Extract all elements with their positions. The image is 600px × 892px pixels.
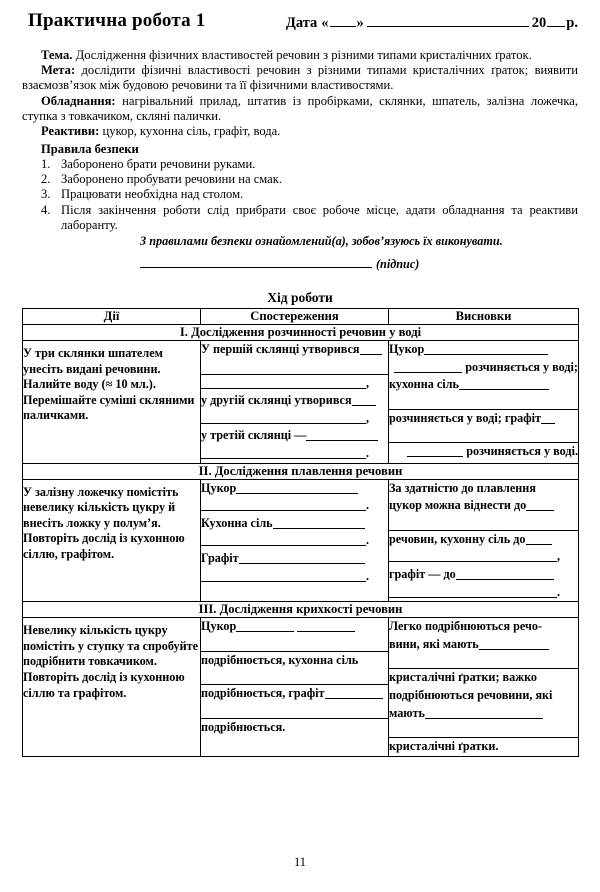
section-heading-1: I. Дослідження розчинності речовин у воді — [23, 325, 579, 341]
answer-blank[interactable] — [425, 705, 543, 719]
observations-cell-3[interactable] — [201, 618, 389, 757]
answer-blank[interactable] — [389, 653, 578, 669]
conclusion-line: розчиняється у воді; — [389, 359, 578, 377]
signature-field[interactable] — [140, 256, 470, 272]
conclusion-line: мають — [389, 705, 578, 723]
list-item — [41, 172, 578, 187]
signature-blank[interactable] — [140, 256, 372, 268]
answer-blank[interactable] — [201, 410, 366, 424]
answer-blank[interactable] — [389, 548, 557, 562]
observation-line: подрібнюється, графіт — [201, 685, 388, 703]
answer-blank[interactable] — [389, 722, 578, 738]
theme-label: Тема. — [41, 48, 73, 62]
observation-line: . — [201, 532, 388, 550]
answer-blank[interactable] — [325, 685, 383, 699]
section-heading-2: II. Дослідження плавлення речовин — [23, 463, 579, 479]
list-item-label: Заборонено пробувати речовини на смак. — [61, 172, 283, 187]
observation-line: у другій склянці утворився — [201, 392, 388, 410]
section-heading-row — [23, 325, 579, 341]
safety-pledge-text: З правилами безпеки ознайомлений(а), зобов’язуюсь їх виконувати. — [140, 234, 503, 248]
year-suffix: р. — [566, 15, 578, 31]
answer-blank[interactable] — [201, 568, 366, 582]
observation-line: У першій склянці утворився — [201, 341, 388, 359]
procedure-table — [22, 308, 579, 757]
observation-line: Графіт — [201, 550, 388, 568]
conclusion-line: кристалічні ґратки; важко — [389, 670, 538, 685]
observation-line: Цукор — [201, 618, 388, 636]
answer-blank[interactable] — [389, 427, 578, 443]
intro-block — [22, 48, 578, 139]
answer-blank[interactable] — [201, 359, 388, 375]
list-item-number: 2. — [41, 172, 51, 187]
answer-blank[interactable] — [201, 636, 388, 652]
observation-line: . — [201, 497, 388, 515]
answer-blank[interactable] — [306, 427, 378, 441]
answer-blank[interactable] — [394, 359, 462, 373]
conclusion-line: розчиняється у воді; графіт — [389, 410, 578, 428]
page-number: 11 — [293, 855, 307, 869]
conclusion-line: речовин, кухонну сіль до — [389, 531, 578, 549]
procedure-title: Хід роботи — [267, 290, 333, 305]
conclusion-line: Легко подрібнюються речо- — [389, 619, 543, 634]
list-item-label: Заборонено брати речовини руками. — [61, 157, 256, 171]
answer-blank[interactable] — [456, 566, 554, 580]
conclusion-line: графіт — до — [389, 566, 578, 584]
conclusion-line: цукор можна віднести до — [389, 497, 578, 515]
observation-line: Цукор — [201, 480, 388, 498]
table-row — [23, 479, 579, 602]
page-header — [22, 8, 578, 40]
answer-blank[interactable] — [201, 669, 388, 685]
date-field[interactable] — [286, 15, 578, 32]
reagents-paragraph — [22, 124, 578, 139]
page-title: Практична робота 1 — [28, 10, 206, 31]
observations-cell-1[interactable] — [201, 341, 389, 464]
table-header-row — [23, 309, 579, 325]
answer-blank[interactable] — [360, 341, 382, 355]
safety-rules-list — [41, 157, 578, 233]
theme-paragraph — [22, 48, 578, 63]
observation-line: подрібнюється, кухонна сіль — [201, 652, 359, 667]
answer-blank[interactable] — [297, 618, 355, 632]
answer-blank[interactable] — [201, 532, 366, 546]
actions-cell-1: У три склянки шпателем унесіть видані речовини. Налийте воду (≈ 10 мл.). Перемішайте суміші скляними паличками. — [23, 341, 201, 464]
goal-text: дослідити фізичні властивості речовин з різними типами кристалічних ґраток; виявити взаємозв’язок між будовою речовини та її фізичними властивостями. — [22, 63, 578, 93]
column-header-actions: Дії — [23, 309, 201, 325]
conclusion-line: , — [389, 548, 578, 566]
goal-paragraph — [22, 63, 578, 93]
observation-line: , — [201, 375, 388, 393]
column-header-conclusions: Висновки — [389, 309, 579, 325]
answer-blank[interactable] — [389, 394, 578, 410]
list-item-number: 4. — [41, 202, 51, 217]
answer-blank[interactable] — [424, 341, 548, 355]
observation-line: . — [201, 445, 388, 463]
section-heading-row — [23, 463, 579, 479]
conclusion-line: Цукор — [389, 341, 578, 359]
conclusions-cell-2[interactable] — [389, 479, 579, 602]
date-month-blank[interactable] — [367, 15, 529, 27]
list-item — [41, 203, 578, 233]
reagents-text: цукор, кухонна сіль, графіт, вода. — [102, 124, 281, 139]
conclusion-line: вини, які мають — [389, 636, 578, 654]
answer-blank[interactable] — [459, 376, 549, 390]
year-prefix: 20 — [531, 15, 547, 31]
answer-blank[interactable] — [239, 550, 365, 564]
table-row — [23, 341, 579, 464]
equipment-paragraph — [22, 94, 578, 124]
quote-open: « — [321, 15, 329, 31]
answer-blank[interactable] — [273, 515, 365, 529]
conclusions-cell-1[interactable] — [389, 341, 579, 464]
answer-blank[interactable] — [201, 445, 366, 459]
signature-caption: (підпис) — [376, 257, 420, 271]
observation-line: подрібнюється. — [201, 719, 286, 734]
answer-blank[interactable] — [236, 480, 358, 494]
conclusion-line: кристалічні ґратки. — [389, 739, 499, 754]
goal-label: Мета: — [41, 63, 76, 78]
answer-blank[interactable] — [389, 584, 557, 598]
date-day-blank[interactable] — [330, 15, 356, 27]
observations-cell-2[interactable] — [201, 479, 389, 602]
list-item-label: Працювати необхідна над столом. — [61, 187, 244, 202]
conclusion-line: розчиняється у воді. — [389, 443, 578, 461]
conclusion-line: За здатністю до плавлення — [389, 480, 536, 495]
answer-blank[interactable] — [389, 515, 578, 531]
date-year-blank[interactable] — [547, 15, 565, 27]
safety-rules-title: Правила безпеки — [41, 142, 139, 156]
list-item-number: 3. — [41, 187, 51, 202]
conclusion-line: . — [389, 584, 578, 602]
column-header-observations: Спостереження — [201, 309, 389, 325]
equipment-text: нагрівальний прилад, штатив із пробірками, склянки, шпатель, залізна ложечка, ступка з товкачиком, скляні палички. — [22, 93, 578, 123]
answer-blank[interactable] — [541, 410, 555, 424]
answer-blank[interactable] — [479, 636, 549, 650]
section-heading-row — [23, 602, 579, 618]
section-heading-3: III. Дослідження крихкості речовин — [23, 602, 579, 618]
observation-line: у третій склянці — — [201, 427, 388, 445]
answer-blank[interactable] — [407, 443, 463, 457]
list-item-number: 1. — [41, 157, 51, 171]
answer-blank[interactable] — [201, 375, 366, 389]
theme-text: Дослідження фізичних властивостей речовин з різними типами кристалічних ґраток. — [75, 48, 532, 62]
quote-close: » — [356, 15, 364, 31]
answer-blank[interactable] — [526, 497, 554, 511]
observation-line: , — [201, 410, 388, 428]
actions-cell-3: Невелику кількість цукру помістіть у ступку та спробуйте подрібнити товкачиком. Повторіть дослід із кухонною сіллю та графітом. — [23, 618, 201, 757]
answer-blank[interactable] — [352, 392, 376, 406]
list-item-label: Після закінчення роботи слід прибрати своє робоче місце, адати обладнання та реактиви лаборанту. — [61, 202, 578, 232]
observation-line: . — [201, 568, 388, 586]
equipment-label: Обладнання: — [41, 93, 116, 108]
actions-cell-2: У залізну ложечку помістіть невелику кількість цукру й внесіть ложку у полум’я. Повторіть дослід із кухонною сіллю, графітом. — [23, 479, 201, 602]
answer-blank[interactable] — [201, 497, 366, 511]
conclusion-line: кухонна сіль — [389, 376, 578, 394]
list-item — [41, 187, 578, 202]
answer-blank[interactable] — [526, 531, 552, 545]
conclusions-cell-3[interactable] — [389, 618, 579, 757]
table-row — [23, 618, 579, 757]
answer-blank[interactable] — [236, 618, 294, 632]
reagents-label: Реактиви: — [41, 124, 100, 139]
list-item — [41, 157, 578, 172]
observation-line: Кухонна сіль — [201, 515, 388, 533]
answer-blank[interactable] — [201, 703, 388, 719]
date-label: Дата — [285, 15, 318, 31]
conclusion-line: подрібнюються речовини, які — [389, 687, 553, 702]
